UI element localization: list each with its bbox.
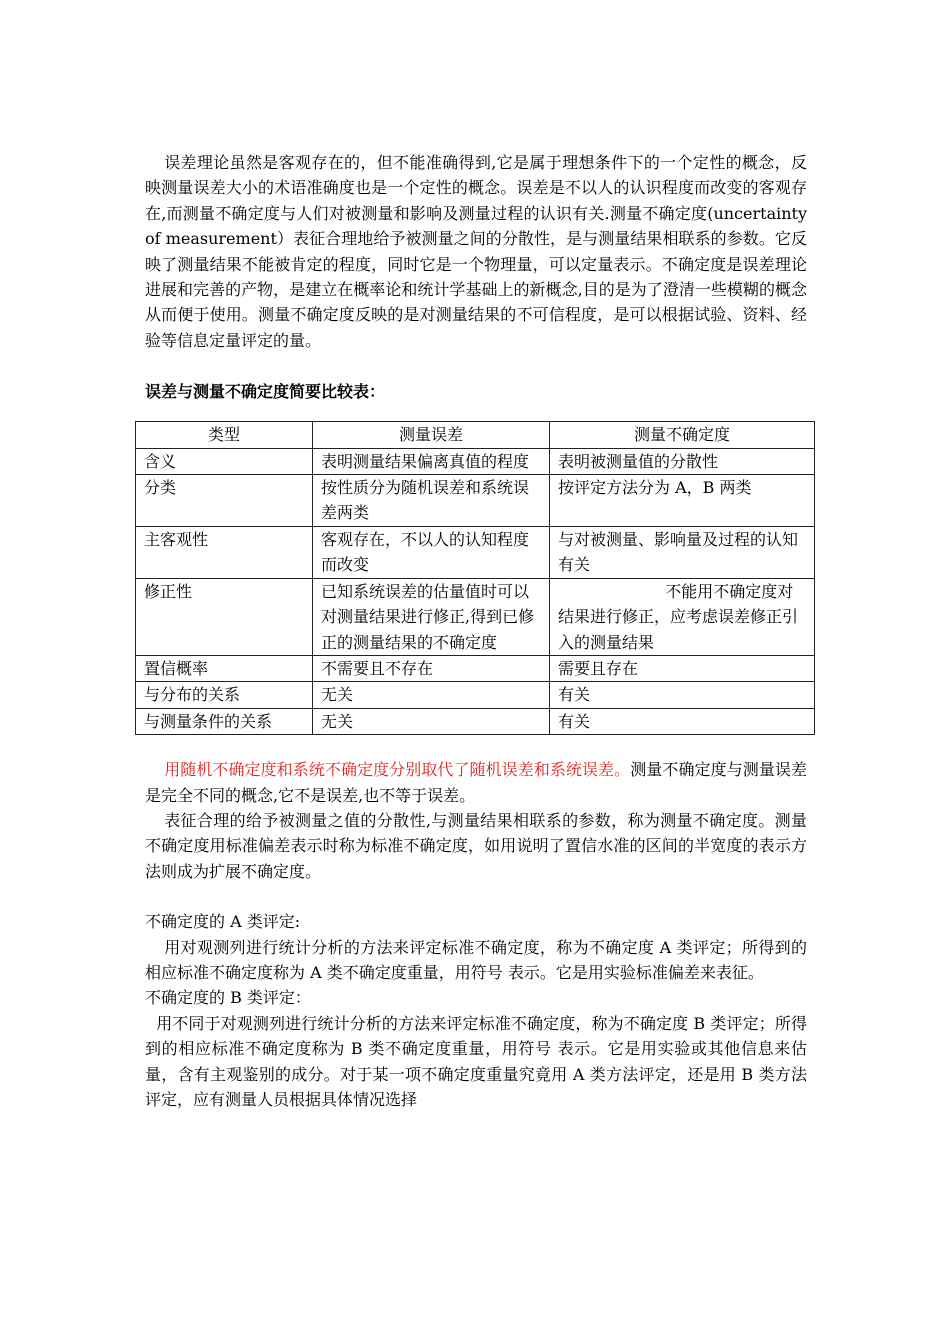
row-label: 含义 bbox=[136, 448, 313, 474]
table-row bbox=[136, 682, 815, 708]
error-cell: 客观存在，不以人的认知程度而改变 bbox=[313, 526, 550, 578]
table-row bbox=[136, 475, 815, 527]
replacement-rest: 测量不确定度与测量误差是完全不同的概念,它不是误差,也不等于误差。 bbox=[145, 760, 807, 805]
error-cell: 无关 bbox=[313, 708, 550, 734]
table-row bbox=[136, 708, 815, 734]
table-header-row bbox=[136, 422, 815, 448]
type-b-body: 用不同于对观测列进行统计分析的方法来评定标准不确定度，称为不确定度 B 类评定；所得到的相应标准不确定度称为 B 类不确定度重量，用符号 表示。它是用实验或其他信息来估量，含有主观鉴别的成分。对于某一项不确定度重量究竟用 A 类方法评定，还是用 B 类方法评定，应有测量人员根据具体情况选择 bbox=[145, 1013, 807, 1109]
uncertainty-cell: 需要且存在 bbox=[550, 655, 815, 681]
table-row bbox=[136, 526, 815, 578]
uncertainty-cell bbox=[550, 578, 815, 655]
error-cell: 按性质分为随机误差和系统误差两类 bbox=[313, 475, 550, 527]
row-label: 主客观性 bbox=[136, 526, 313, 578]
replacement-paragraph bbox=[145, 757, 807, 808]
table-title: 误差与测量不确定度简要比较表： bbox=[145, 382, 386, 402]
uncertainty-cell-text: 不能用不确定度对结果进行修正，应考虑误差修正引入的测量结果 bbox=[558, 581, 799, 652]
highlighted-text: 用随机不确定度和系统不确定度分别取代了随机误差和系统误差。 bbox=[164, 760, 631, 780]
uncertainty-cell: 与对被测量、影响量及过程的认知有关 bbox=[550, 526, 815, 578]
row-label: 置信概率 bbox=[136, 655, 313, 681]
row-label: 分类 bbox=[136, 475, 313, 527]
uncertainty-cell: 按评定方法分为 A，B 两类 bbox=[550, 475, 815, 527]
table-row bbox=[136, 578, 815, 655]
header-cell-type: 类型 bbox=[136, 422, 313, 448]
type-a-title: 不确定度的 A 类评定: bbox=[145, 912, 301, 932]
uncertainty-cell: 表明被测量值的分散性 bbox=[550, 448, 815, 474]
type-a-body: 用对观测列进行统计分析的方法来评定标准不确定度，称为不确定度 A 类评定；所得到的相应标准不确定度称为 A 类不确定度重量，用符号 表示。它是用实验标准偏差来表征。 bbox=[145, 937, 807, 982]
error-cell: 表明测量结果偏离真值的程度 bbox=[313, 448, 550, 474]
table-row bbox=[136, 448, 815, 474]
row-label: 与分布的关系 bbox=[136, 682, 313, 708]
error-cell: 已知系统误差的估量值时可以对测量结果进行修正,得到已修正的测量结果的不确定度 bbox=[313, 578, 550, 655]
type-b-title: 不确定度的 B 类评定： bbox=[145, 988, 311, 1008]
row-label: 与测量条件的关系 bbox=[136, 708, 313, 734]
error-cell: 不需要且不存在 bbox=[313, 655, 550, 681]
comparison-table bbox=[135, 421, 815, 735]
header-cell-error: 测量误差 bbox=[313, 422, 550, 448]
definition-paragraph: 表征合理的给予被测量之值的分散性,与测量结果相联系的参数，称为测量不确定度。测量不确定度用标准偏差表示时称为标准不确定度，如用说明了置信水准的区间的半宽度的表示方法则成为扩展不确定度。 bbox=[145, 810, 807, 881]
intro-paragraph: 误差理论虽然是客观存在的，但不能准确得到,它是属于理想条件下的一个定性的概念，反映测量误差大小的术语准确度也是一个定性的概念。误差是不以人的认识程度而改变的客观存在,而测量不确定度与人们对被测量和影响及测量过程的认识有关.测量不确定度(uncertainty of measurement）表征合理地给予被测量之间的分散性，是与测量结果相联系的参数。它反映了测量结果不能被肯定的程度，同时它是一个物理量，可以定量表示。不确定度是误差理论进展和完善的产物，是建立在概率论和统计学基础上的新概念,目的是为了澄清一些模糊的概念从而便于使用。测量不确定度反映的是对测量结果的不可信程度，是可以根据试验、资料、经验等信息定量评定的量。 bbox=[145, 153, 807, 350]
header-cell-uncertainty: 测量不确定度 bbox=[550, 422, 815, 448]
row-label: 修正性 bbox=[136, 578, 313, 655]
document-page bbox=[145, 150, 807, 1112]
uncertainty-cell: 有关 bbox=[550, 708, 815, 734]
table-row bbox=[136, 655, 815, 681]
error-cell: 无关 bbox=[313, 682, 550, 708]
uncertainty-cell: 有关 bbox=[550, 682, 815, 708]
